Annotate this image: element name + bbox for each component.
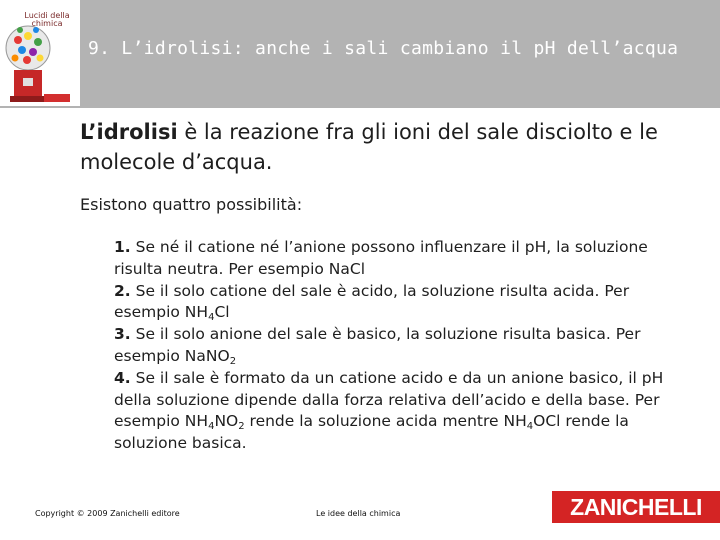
item-text: Se il solo catione del sale è acido, la soluzione risulta acida. Per esempio NH — [114, 281, 630, 322]
book-cover-title: Lucidi della chimica — [24, 11, 70, 28]
item-number: 1. — [114, 238, 131, 256]
intro-paragraph — [80, 117, 700, 177]
list-item — [114, 324, 674, 368]
subscript: 2 — [229, 355, 237, 367]
item-text: Se il sale è formato da un catione acido e da un anione basico, il pH della soluzione dipende dalla forza relativa dell’acido e della base. Per esempio NH — [114, 368, 664, 431]
item-text: Se il solo anione del sale è basico, la soluzione risulta basica. Per esempio NaNO — [114, 325, 641, 365]
item-number: 3. — [114, 325, 131, 344]
page-title: 9. L’idrolisi: anche i sali cambiano il pH dell’acqua — [88, 38, 679, 59]
intro-text: è la reazione fra gli ioni del sale disciolto e le molecole d’acqua. — [80, 120, 658, 174]
subscript: 4 — [208, 421, 215, 433]
publisher-logo: ZANICHELLI — [552, 491, 720, 523]
item-text: rende la soluzione acida mentre NH — [244, 412, 527, 431]
subheading: Esistono quattro possibilità: — [80, 195, 303, 214]
footer-copyright: Copyright © 2009 Zanichelli editore — [35, 509, 180, 518]
item-number: 2. — [114, 281, 131, 300]
list-item — [114, 237, 674, 281]
list-item — [114, 368, 674, 455]
item-text: Se né il catione né l’anione possono influenzare il pH, la soluzione risulta neutra. Per esempio NaCl — [114, 238, 648, 278]
intro-term: L’idrolisi — [80, 120, 178, 144]
item-text: OCl rende la soluzione basica. — [114, 412, 629, 453]
subscript: 4 — [208, 312, 215, 324]
footer-book-title: Le idee della chimica — [316, 509, 401, 518]
item-text: NO — [214, 412, 239, 431]
subscript: 2 — [238, 421, 245, 433]
item-number: 4. — [114, 368, 131, 387]
book-cover-logo — [44, 94, 70, 102]
item-text: Cl — [214, 303, 230, 322]
book-cover-image — [0, 0, 80, 106]
possibilities-list — [114, 237, 674, 455]
subscript: 4 — [526, 421, 534, 433]
list-item — [114, 281, 674, 325]
